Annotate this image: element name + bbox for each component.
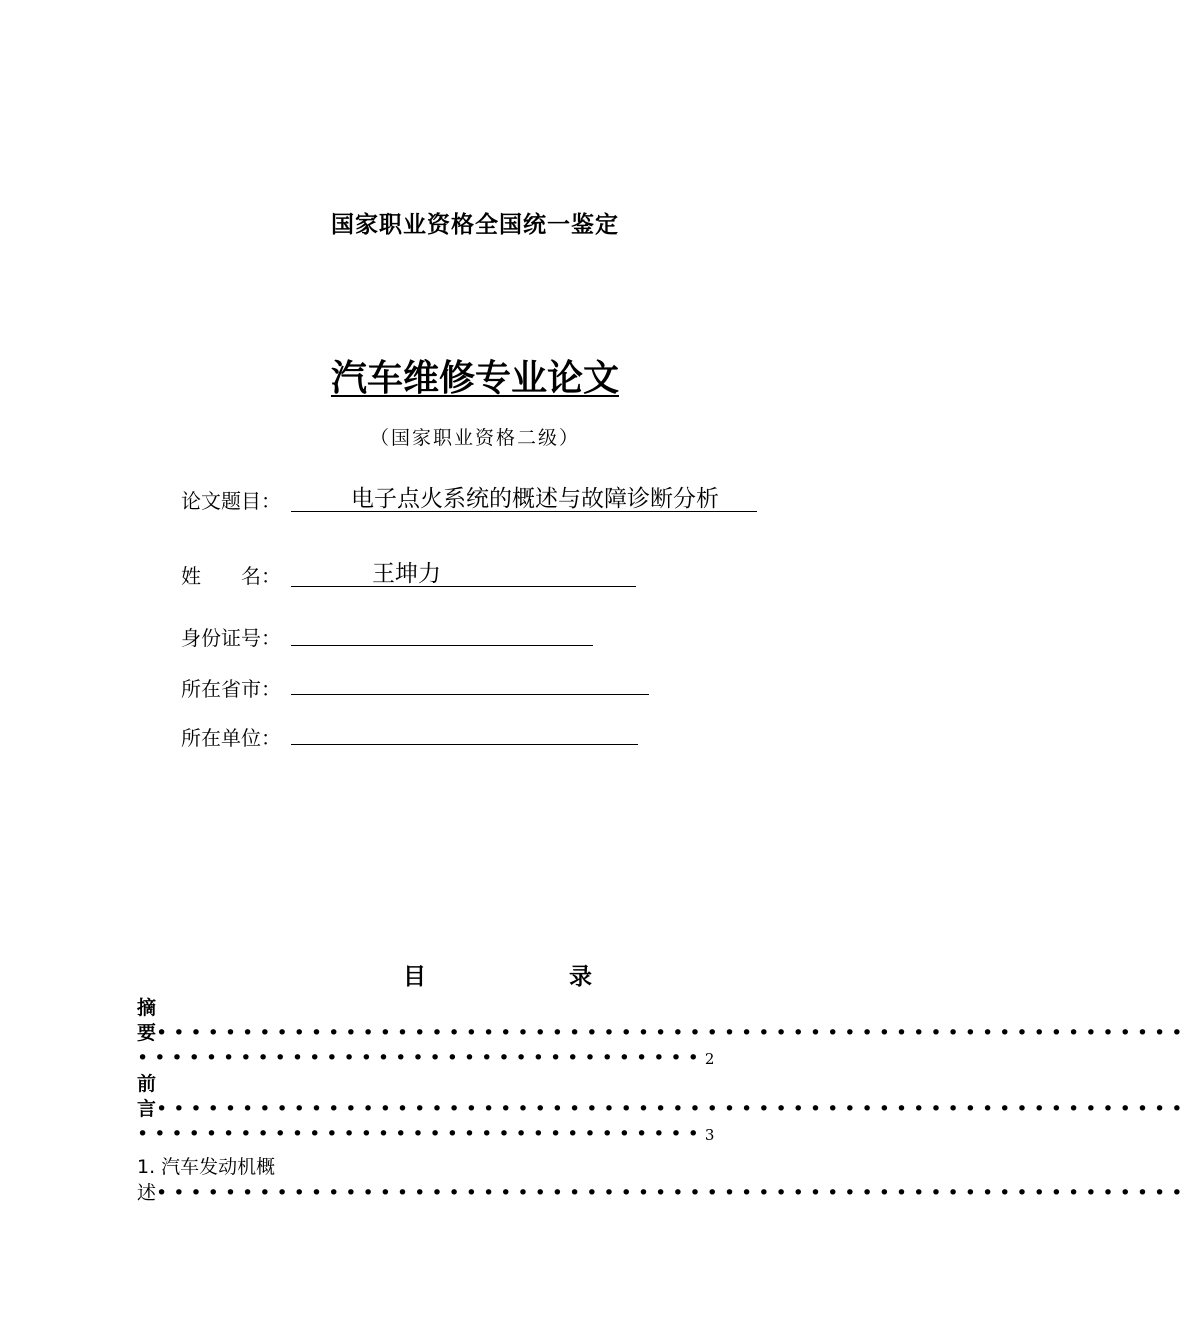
qualification-subtitle: （国家职业资格二级） — [369, 427, 580, 449]
toc-entry-abstract-line3[interactable] — [137, 1045, 847, 1072]
toc-leader-dots: •••••••••••••••••••••••••••••••••••••••••••••••••••••••••••• — [156, 1182, 1188, 1204]
toc-heading-right: 录 — [569, 964, 592, 990]
id-field — [291, 619, 593, 646]
toc-heading-left: 目 — [403, 964, 426, 990]
toc-page-number: 2 — [704, 1050, 715, 1068]
toc-entry-engine-text: 述 — [137, 1182, 157, 1204]
toc-entry-abstract-line1[interactable]: 摘 — [137, 997, 157, 1019]
toc-entry-abstract-text: 要 — [137, 1022, 157, 1044]
toc-entry-preface-line2[interactable] — [137, 1096, 1188, 1122]
unit-field — [291, 718, 638, 745]
thesis-title — [0, 350, 950, 401]
topic-label: 论文题目： — [181, 489, 281, 513]
topic-value: 电子点火系统的概述与故障诊断分析 — [351, 486, 719, 512]
toc-entry-preface-line1[interactable]: 前 — [137, 1073, 157, 1095]
name-field — [291, 560, 636, 587]
name-label: 姓 名： — [181, 564, 281, 588]
topic-field — [291, 485, 757, 512]
toc-leader-dots: •••••••••••••••••••••••••••••••••••••••••••••••••••••••••••• — [156, 1098, 1188, 1120]
organization-heading: 国家职业资格全国统一鉴定 — [331, 212, 619, 238]
toc-leader-dots: •••••••••••••••••••••••••••••••••••••••••••••••••••••••••••• — [156, 1022, 1188, 1044]
thesis-title-text: 汽车维修专业论文 — [330, 358, 619, 399]
id-label: 身份证号： — [181, 626, 281, 650]
name-value: 王坤力 — [372, 561, 441, 587]
province-field — [291, 668, 649, 695]
toc-leader-dots: ••••••••••••••••••••••••••••••••• — [137, 1047, 705, 1069]
toc-entry-preface-line3[interactable] — [137, 1121, 847, 1148]
toc-entry-abstract-line2[interactable] — [137, 1020, 1188, 1046]
unit-label: 所在单位： — [181, 726, 281, 750]
toc-entry-engine-line2[interactable] — [137, 1180, 1188, 1206]
toc-entry-engine-line1[interactable]: 1. 汽车发动机概 — [137, 1156, 276, 1178]
toc-page-number: 3 — [704, 1126, 715, 1144]
province-label: 所在省市： — [181, 677, 281, 701]
toc-entry-preface-text: 言 — [137, 1098, 157, 1120]
toc-leader-dots: ••••••••••••••••••••••••••••••••• — [137, 1123, 705, 1145]
